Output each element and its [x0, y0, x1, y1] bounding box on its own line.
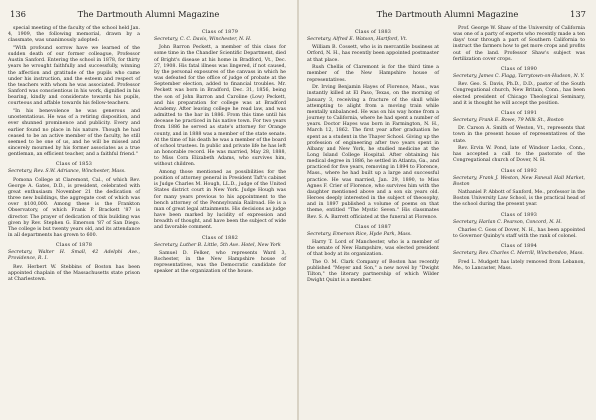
news-paragraph: Samuel D. Felker, who represents Ward 3, Rochester, in the New Hampshire house of representatives, was the Democratic candidate for speaker at the organization of the house. — [154, 250, 286, 275]
class-heading: Class of 1893 — [500, 211, 538, 218]
class-secretary: Secretary, Rev. Charles C. Merrill, Winchendon, Mass. — [453, 251, 584, 257]
news-paragraph: Nathaniel P. Abbott of Sanford, Me., professor in the Boston University Law School, is the practical head of the school during the present year. — [453, 190, 585, 208]
news-paragraph: Among those mentioned as possibilities for the position of attorney general in President Taft's cabinet is Judge Charles M. Hough, LL.D., judge of the United States district court in New York. Judge Hough was for many years previous to his appointment to the bench attorney of the Pennsylvania Railroad. He is a man of great legal attainments. His decisions as judge have been marked by lucidity of expression and breadth of thought, and have been the subject of wide and favorable comment. — [154, 169, 286, 231]
news-paragraph: William B. Cossett, who is in mercantile business at Orford, N. H., has recently been appointed postmaster at that place. — [307, 45, 439, 63]
class-secretary: Secretary, James C. Flagg, Tarrytown-on-Hudson, N. Y. — [453, 74, 585, 80]
class-secretary: Secretary, Frank E. Rowe, 79 Milk St., Boston — [453, 118, 564, 124]
class-heading: Class of 1887 — [354, 223, 392, 230]
news-paragraph: Charles C. Goss of Dover, N. H., has been appointed to Governor Quinby's staff with the rank of colonel. — [453, 227, 585, 240]
class-heading: Class of 1890 — [500, 65, 538, 72]
right-column-2 — [453, 26, 585, 273]
running-title: The Dartmouth Alumni Magazine — [77, 9, 220, 19]
news-paragraph: Pomona College at Claremont, Cal., of which Rev. George A. Gates, D.D., is president, celebrated with great enthusiasm November 21 the dedication of three new buildings, the aggregate cost of which was over $100,000. Among these is the Frankton Observatory, of which Frank P. Brackett '87 is director. The prayer of dedication of this building was given by Rev. Stephen G. Emerson '87 of San Diego. The college is but twenty years old, and its attendance in all departments has grown to 600. — [8, 177, 140, 238]
class-secretary: Secretary, Walter H. Small, 42 Adelphi Ave., Providence, R. I. — [8, 250, 140, 262]
left-column-2 — [154, 26, 286, 277]
news-paragraph: Dr. Carson A. Smith of Weston, Vt., represents that town in the present house of representatives of the state. — [453, 126, 585, 144]
class-heading: Class of 1894 — [500, 243, 538, 250]
news-paragraph: Fred L. Mudgett has lately removed from Lebanon, Me., to Lancaster, Mass. — [453, 259, 585, 271]
left-page-header — [10, 9, 287, 21]
news-paragraph: "With profound sorrow have we learned of the sudden death of our former colleague, Professor Austin Sanford. Entering the school in 1878, for thirty years he wrought faithfully and successfully, winning the affection and gratitude of the pupils who came under his instruction, and the esteem and respect of the teachers with whom he was associated. Professor Sanford was conscientious in his work, dignified in his bearing, kindly and considerate towards his pupils, courteous and affable towards his fellow-teachers. — [8, 45, 140, 107]
news-paragraph: "In his benevolence he was generous and unostentatious. He was of a retiring disposition, and ever shunned prominence and publicity. Every and earlier found no place in his nature. Though he had ceased to be an active member of the faculty, he still seemed to be one of us, and he will be missed and sincerely mourned by his former associates as a true gentleman, an efficient teacher, and a faithful friend." — [8, 109, 140, 158]
news-paragraph: The O. M. Clark Company of Boston has recently published "Meyer and Son," a new novel by "Dwight Tilton," the literary partnership of which Wilder Dwight Quint is a member. — [307, 259, 439, 284]
news-paragraph: Harry T. Lord of Manchester, who is a member of the senate of New Hampshire, was elected president of that body at its organization. — [307, 240, 439, 258]
class-heading: Class of 1853 — [55, 161, 93, 168]
class-secretary: Secretary, Alfred E. Watson, Hartford, Vt. — [307, 37, 408, 43]
right-column-1 — [307, 26, 439, 286]
class-secretary: Secretary, Harlan C. Pearson, Concord, N. H. — [453, 219, 562, 225]
class-secretary: Secretary, Rev. S.W. Adriance, Winchester, Mass. — [8, 169, 126, 175]
page-number: 136 — [10, 9, 26, 19]
running-title: The Dartmouth Alumni Magazine — [376, 9, 519, 19]
news-paragraph: Rev. Herbert W. Stebbins of Boston has been appointed chaplain of the Massachusetts state prison at Charlestown. — [8, 264, 140, 282]
news-paragraph: Rev. Geo. S. Davis, Ph.D., D.D., pastor of the South Congregational church, New Britain, Conn., has been elected president of Chicago Theological Seminary, and it is thought he will accept the position. — [453, 82, 585, 106]
right-page-header — [309, 9, 586, 21]
news-paragraph: Prof. George W. Shaw of the University of California was one of a party of experts who recently made a ten days' tour through a part of Southern California to instruct the farmers how to get more crops and profits out of the land. Professor Shaw's subject was fertilization cover crops. — [453, 26, 585, 62]
class-heading: Class of 1883 — [354, 29, 392, 35]
class-heading: Class of 1878 — [55, 242, 93, 249]
left-page — [0, 0, 297, 420]
news-paragraph: special meeting of the faculty of the school held Jan. 4, 1909, the following memorial, drawn by a classmate, was unanimously adopted: — [8, 26, 140, 44]
news-paragraph: Rush Chellis of Claremont is for the third time a member of the New Hampshire house of representatives. — [307, 65, 439, 83]
news-paragraph: Rev. Ervin W. Pond, late of Windsor Locks, Conn., has accepted a call to the pastorate of the Congregational church of Dover, N. H. — [453, 146, 585, 164]
class-heading: Class of 1891 — [500, 109, 538, 116]
class-heading: Class of 1879 — [201, 29, 239, 35]
class-secretary: Secretary, Luther B. Little, 5th Ave. Hotel, New York — [154, 242, 281, 248]
right-page — [299, 0, 596, 420]
class-heading: Class of 1892 — [500, 167, 538, 174]
left-column-1 — [8, 26, 140, 285]
class-secretary: Secretary, Emerson Rice, Hyde Park, Mass. — [307, 231, 412, 237]
class-secretary: Secretary, C. C. Davis, Winchester, N. H. — [154, 37, 252, 43]
page-number: 137 — [570, 9, 586, 19]
class-heading: Class of 1882 — [201, 234, 239, 241]
news-paragraph: Dr. Irving Benjamin Hayes of Florence, Mass., was instantly killed at El Paso, Texas, on the morning of January 3, receiving a fracture of the skull while attempting to alight from a moving train while mentally unbalanced. He was on his way home from a journey to California, where he had spent a number of years. Doctor Hayes was born in Farmington, N. H., March 12, 1862. The first year after graduation he spent as a student in the Thayer School. Giving up the profession of engineering after two years spent in Albany and New York, he studied medicine at the Long Island College Hospital. After obtaining his medical degree in 1886, he settled in Atlanta, Ga., and practiced for five years, removing in 1894 to Florence, Mass., where he had built up a large and successful practice. He was married, Jan. 29, 1890, to Miss Agnes F. Crier of Florence, who survives him with the daughter mentioned above and a son six years old. Heroes deeply interested in the subject of theosophy, and in 1897 published a volume of poems on that theme, entitled "The Mystic Seven." His classmates Rev. S. A. Barrett officiated at the funeral at Florence. — [307, 85, 439, 220]
news-paragraph: John Barron Peckett, a member of this class for some time in the Chandler Scientific Department, died of Bright's disease at his home in Bradford, Vt., Dec. 27, 1908. His fatal illness was lingered, if not caused, by the personal exposures of the canvass in which he was defeated for the office of judge of probate at the September election, added to financial troubles. Mr. Peckett was born in Bradford, Dec. 31, 1856, being the son of John Barron and Caroline (Low) Peckett, and his preparation for college was at Bradford Academy. After leaving college he read law, and was admitted to the bar in 1886. From this time until his decease he practiced in his native town. For two years from 1886 he served as state's attorney for Orange county, and in 1888 was a member of the state senate. At the time of his death he was a member of the board of school trustees. In public and private life he has left an honorable record. He was married, May 28, 1888, to Miss Cora Elizabeth Adams, who survives him, without children. — [154, 45, 286, 168]
class-secretary: Secretary, Frank J. Weston, New Faneuil Hall Market, Boston — [453, 175, 585, 187]
